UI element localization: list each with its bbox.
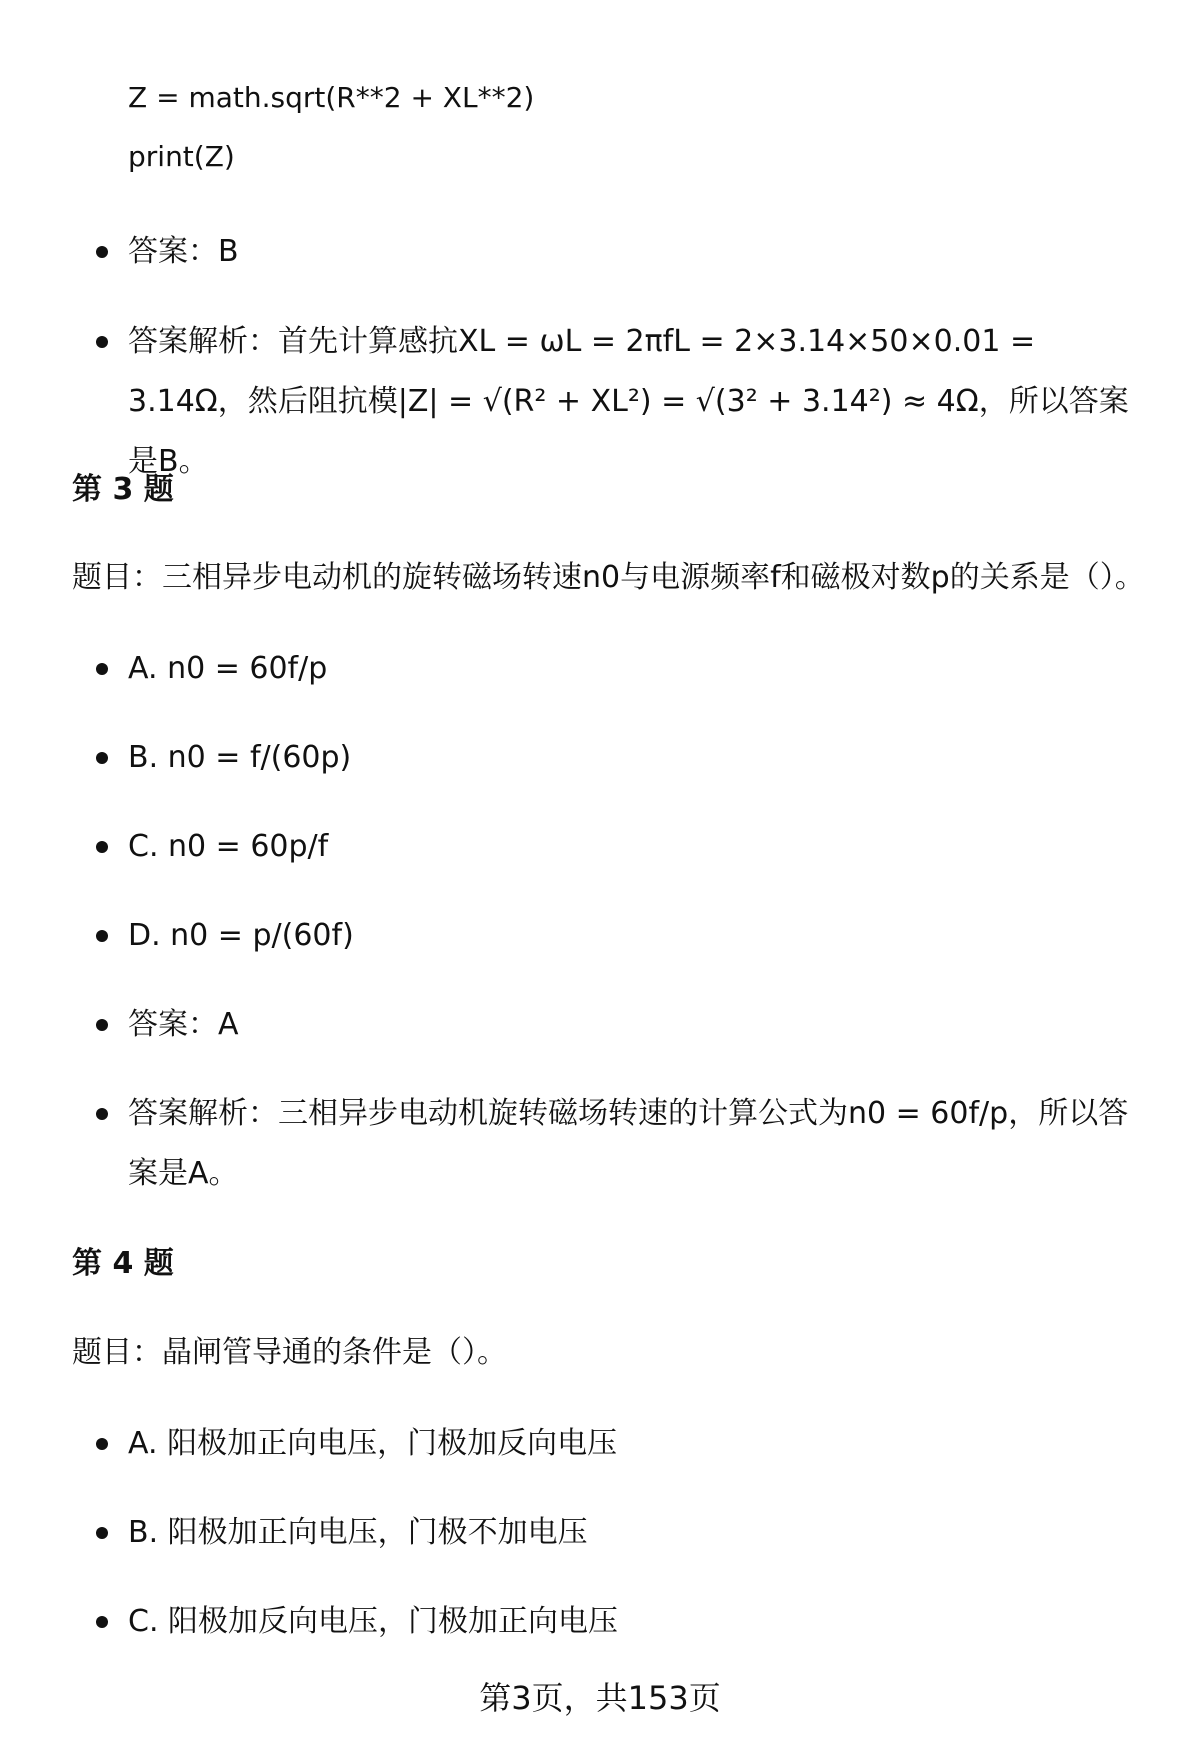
option-a: A. n0 = 60f/p [128, 651, 328, 686]
question-text: 题目：三相异步电动机的旋转磁场转速n0与电源频率f和磁极对数p的关系是（）。 [72, 560, 1145, 595]
code-line: Z = math.sqrt(R**2 + XL**2) [128, 81, 535, 114]
bullet-marker [96, 930, 108, 942]
bullet-marker [96, 1438, 108, 1450]
bullet-marker [96, 841, 108, 853]
bullet-marker [96, 752, 108, 764]
question-text: 题目：晶闸管导通的条件是（）。 [72, 1335, 507, 1370]
option-b: B. 阳极加正向电压，门极不加电压 [128, 1515, 588, 1550]
bullet-marker [96, 336, 108, 348]
analysis-text: 答案解析：首先计算感抗XL = ωL = 2πfL = 2×3.14×50×0.01 = 3.14Ω，然后阻抗模|Z| = √(R² + XL²) = √(3² + 3.14²) ≈ 4Ω，所以答案是B。 [128, 324, 1129, 479]
option-a: A. 阳极加正向电压，门极加反向电压 [128, 1426, 618, 1461]
question-heading: 第 4 题 [72, 1246, 174, 1281]
option-c: C. 阳极加反向电压，门极加正向电压 [128, 1604, 619, 1639]
analysis-text: 答案解析：三相异步电动机旋转磁场转速的计算公式为n0 = 60f/p，所以答案是A。 [128, 1096, 1129, 1191]
code-line: print(Z) [128, 140, 235, 173]
option-c: C. n0 = 60p/f [128, 829, 329, 864]
page-number: 第3页，共153页 [479, 1679, 721, 1717]
bullet-marker [96, 663, 108, 675]
option-d: D. n0 = p/(60f) [128, 918, 354, 953]
bullet-marker [96, 1527, 108, 1539]
answer-text: 答案：A [128, 1007, 239, 1042]
answer-text: 答案：B [128, 234, 239, 269]
bullet-marker [96, 1019, 108, 1031]
option-b: B. n0 = f/(60p) [128, 740, 352, 775]
question-heading: 第 3 题 [72, 472, 174, 507]
bullet-marker [96, 1108, 108, 1120]
bullet-marker [96, 246, 108, 258]
bullet-marker [96, 1616, 108, 1628]
